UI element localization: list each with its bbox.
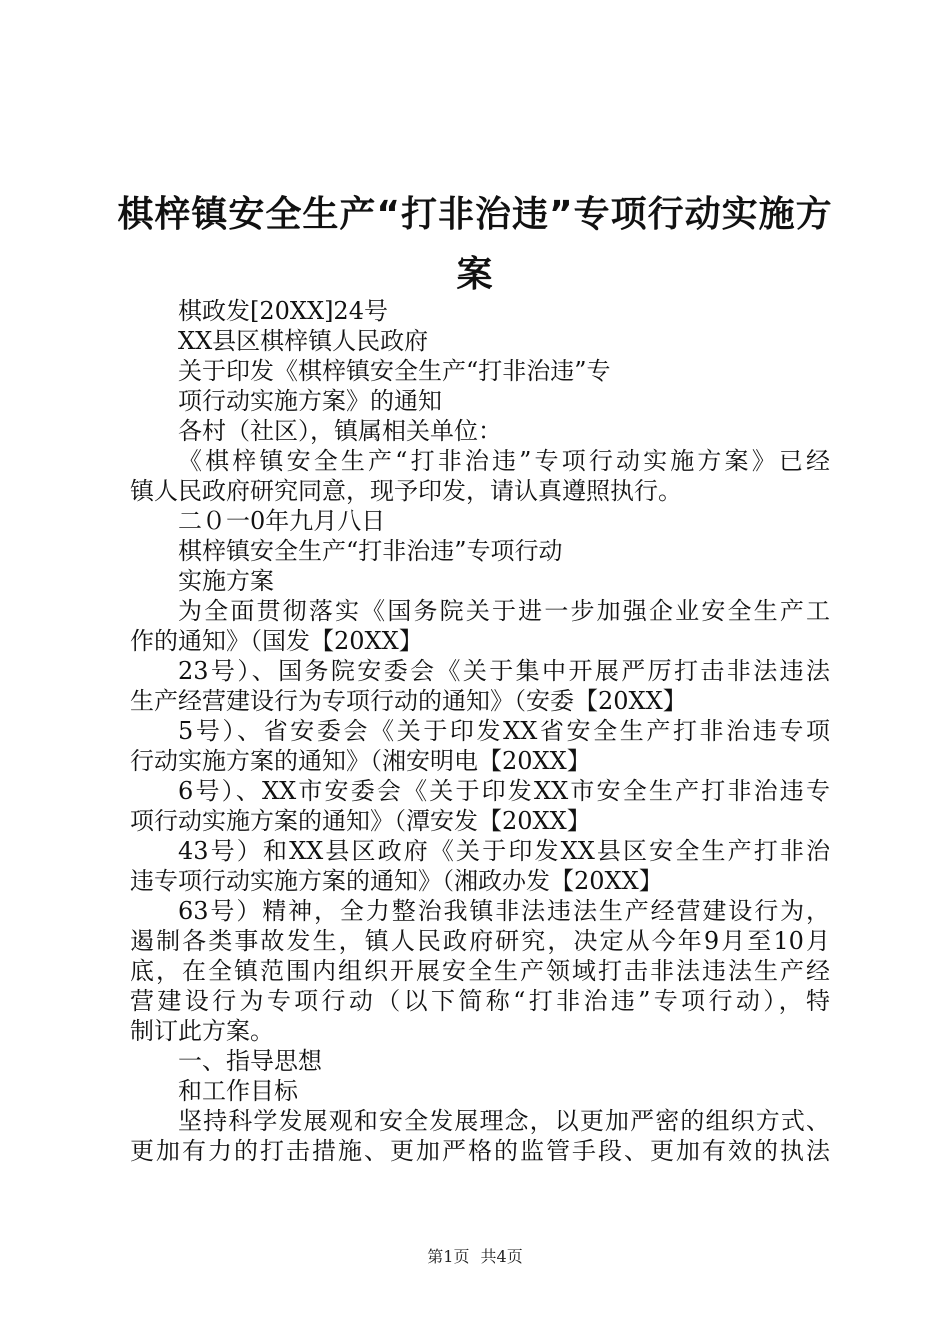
page-number: 第1页 bbox=[427, 1247, 470, 1266]
page-footer bbox=[0, 1244, 950, 1267]
page-total: 共4页 bbox=[480, 1247, 523, 1266]
section-heading-line-1: 一、指导思想 bbox=[178, 1047, 322, 1075]
body-line: 生产经营建设行为专项行动的通知》（安委【20XX】 bbox=[130, 687, 687, 715]
plan-title-line-1: 棋梓镇安全生产“打非治违”专项行动 bbox=[178, 537, 563, 565]
body-line: 底，在全镇范围内组织开展安全生产领域打击非法违法生产经 bbox=[130, 957, 830, 985]
issuer: XX县区棋梓镇人民政府 bbox=[178, 327, 429, 355]
body-line: 营建设行为专项行动（以下简称“打非治违”专项行动），特 bbox=[130, 987, 830, 1015]
recipients: 各村（社区），镇属相关单位： bbox=[178, 417, 502, 445]
body-line: 43号）和XX县区政府《关于印发XX县区安全生产打非治 bbox=[178, 837, 830, 865]
body-line: 5号）、省安委会《关于印发XX省安全生产打非治违专项 bbox=[178, 717, 830, 745]
issue-date: 二０一0年九月八日 bbox=[178, 507, 386, 535]
body-line: 23号）、国务院安委会《关于集中开展严厉打击非法违法 bbox=[178, 657, 830, 685]
body-line: 《棋梓镇安全生产“打非治违”专项行动实施方案》已经 bbox=[178, 447, 830, 475]
body-line: 行动实施方案的通知》（湘安明电【20XX】 bbox=[130, 747, 591, 775]
body-line: 违专项行动实施方案的通知》（湘政办发【20XX】 bbox=[130, 867, 663, 895]
body-line: 项行动实施方案的通知》（潭安发【20XX】 bbox=[130, 807, 591, 835]
body-line: 6号）、XX市安委会《关于印发XX市安全生产打非治违专 bbox=[178, 777, 830, 805]
body-line: 遏制各类事故发生，镇人民政府研究，决定从今年9月至10月 bbox=[130, 927, 830, 955]
document-title-line-1: 棋梓镇安全生产“打非治违”专项行动实施方 bbox=[117, 194, 833, 235]
notice-title-line-2: 项行动实施方案》的通知 bbox=[178, 387, 442, 415]
document-title-line-2: 案 bbox=[456, 254, 494, 295]
body-line: 作的通知》（国发【20XX】 bbox=[130, 627, 423, 655]
body-line: 镇人民政府研究同意，现予印发，请认真遵照执行。 bbox=[130, 477, 682, 505]
body-line: 制订此方案。 bbox=[130, 1017, 274, 1045]
doc-number: 棋政发[20XX]24号 bbox=[178, 297, 388, 325]
body-line: 坚持科学发展观和安全发展理念，以更加严密的组织方式、 bbox=[178, 1107, 830, 1135]
body-line: 为全面贯彻落实《国务院关于进一步加强企业安全生产工 bbox=[178, 597, 830, 625]
plan-title-line-2: 实施方案 bbox=[178, 567, 274, 595]
body-line: 更加有力的打击措施、更加严格的监管手段、更加有效的执法 bbox=[130, 1137, 830, 1165]
document-body bbox=[130, 296, 830, 1166]
body-line: 63号）精神，全力整治我镇非法违法生产经营建设行为， bbox=[178, 897, 830, 925]
notice-title-line-1: 关于印发《棋梓镇安全生产“打非治违”专 bbox=[178, 357, 611, 385]
section-heading-line-2: 和工作目标 bbox=[178, 1077, 298, 1105]
